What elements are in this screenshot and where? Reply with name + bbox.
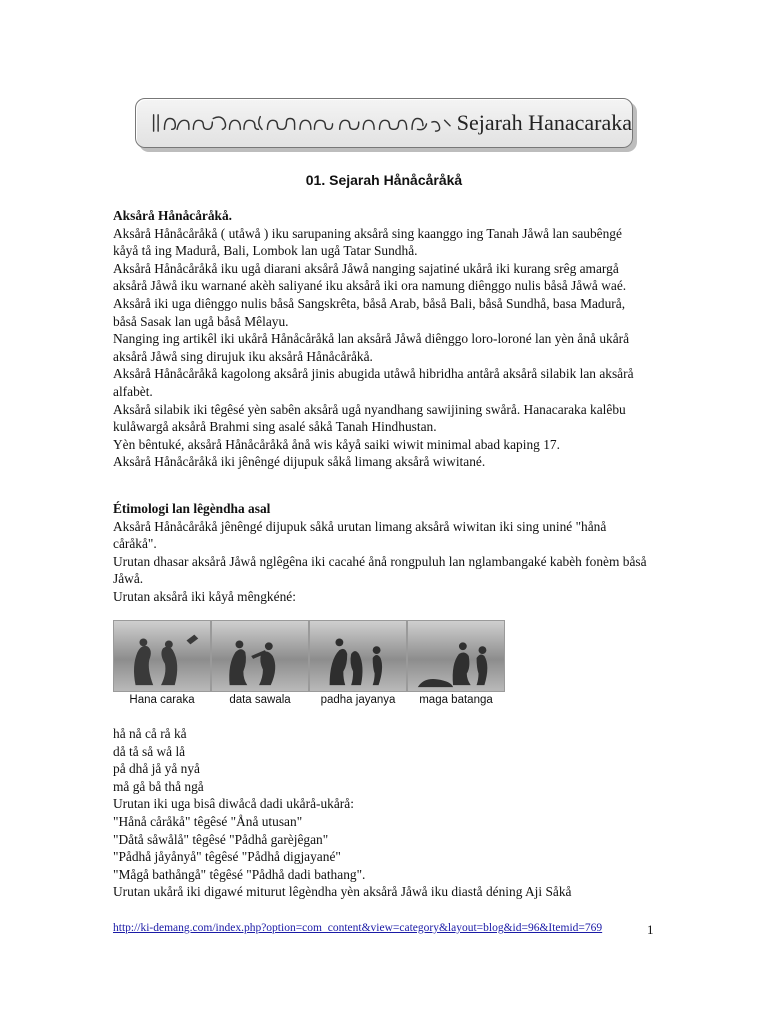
document-title: 01. Sejarah Hånåcåråkå [305,172,463,188]
paragraph: Aksårå Hånåcåråkå jênêngé dijupuk såkå urutan limang aksårå wiwitan iki sing uniné "hånå cåråkå". [113,518,607,552]
aksara-row: på dhå jå yå nyå [113,761,200,777]
aksara-row: hå nå cå rå kå [113,726,187,741]
section-urutan [113,725,648,901]
aksara-row: må gå bå thå ngå [113,778,204,794]
figure-caption: data sawala [229,694,291,706]
paragraph: Aksårå silabik iki têgêsé yèn sabên aksårå ugå nyandhang sawijining swårå. Hanacaraka kalêbu kulåwargå aksårå Brahmi sing asalé såkå Tanah Hindhustan. [113,401,626,435]
meaning-line: "Mågå bathångå" têgêsé "Pådhå dadi bathang". [113,866,366,882]
paragraph: Urutan dhasar aksårå Jåwå nglêgêna iki cacahé ånå rongpuluh lan nglambangaké kabèh fonèm båså Jåwå. [113,553,647,587]
header-banner [135,98,633,148]
meaning-line: "Pådhå jåyånyå" têgêsé "Pådhå digjayané" [113,849,341,865]
paragraph: Aksårå Hånåcåråkå iki jênêngé dijupuk såkå limang aksårå wiwitané. [113,454,486,470]
page-number: 1 [647,922,654,937]
section-etimologi [113,500,648,606]
wayang-panel-image [113,620,211,692]
meaning-line: "Hånå cåråkå" têgêsé "Ånå utusan" [113,813,303,829]
wayang-panel-image [309,620,407,692]
paragraph: Urutan aksårå iki kåyå mêngkéné: [113,588,296,604]
paragraph: Urutan iki uga bisâ diwåcå dadi ukårå-ukårå: [113,796,354,812]
banner-title: Sejarah Hanacaraka [456,110,632,135]
aksara-row: då tå så wå lå [113,743,186,759]
paragraph: Urutan ukårå iki digawé miturut lêgèndha yèn aksårå Jåwå iku diastå déning Aji Såkå [113,884,572,900]
section-heading: Aksårå Hånåcåråkå. [113,208,233,223]
source-link[interactable]: http://ki-demang.com/index.php?option=com_content&view=category&layout=blog&id=96&Itemid=769 [113,922,603,934]
figure-caption: Hana caraka [129,694,195,706]
paragraph: Aksårå Hånåcåråkå ( utåwå ) iku sarupaning aksårå sing kaanggo ing Tanah Jåwå lan saubêngé kåyå tå ing Madurå, Bali, Lombok lan ugå Tatar Sundhå. [113,225,622,259]
meaning-line: "Dåtå såwålå" têgêsé "Pådhå garèjêgan" [113,831,329,847]
section-aksara [113,207,648,471]
javanese-script-icon [150,110,453,136]
section-heading: Étimologi lan lêgèndha asal [113,501,271,516]
paragraph: Yèn bêntuké, aksårå Hånåcåråkå ånå wis kåyå saiki wiwit minimal abad kaping 17. [113,436,560,452]
figure-caption: padha jayanya [320,694,396,706]
wayang-figure [113,620,505,710]
paragraph: Aksårå Hånåcåråkå iku ugå diarani aksårå Jåwå nanging sajatiné ukårå iki kurang srêg amargå aksårå Jåwå iku warnané akèh saliyané iku aksårå iki ora namung diênggo nulis båså Jåwå waé. [113,260,627,294]
figure-caption: maga batanga [419,694,493,706]
paragraph: Aksårå Hånåcåråkå kagolong aksårå jinis abugida utåwå hibridha antårå aksårå silabik lan aksårå alfabèt. [113,366,634,399]
paragraph: Aksårå iki uga diênggo nulis båså Sangskrêta, båså Arab, båså Bali, båså Sundhå, basa Madurå, båså Sasak lan ugå båså Mêlayu. [113,295,626,329]
paragraph: Nanging ing artikêl iki ukårå Hånåcåråkå lan aksårå Jåwå diênggo loro-loroné lan yèn ånå ukårå aksårå Jåwå sing dirujuk iku aksårå Hånåcåråkå. [113,331,630,364]
wayang-panel-image [407,620,505,692]
wayang-panel-image [211,620,309,692]
